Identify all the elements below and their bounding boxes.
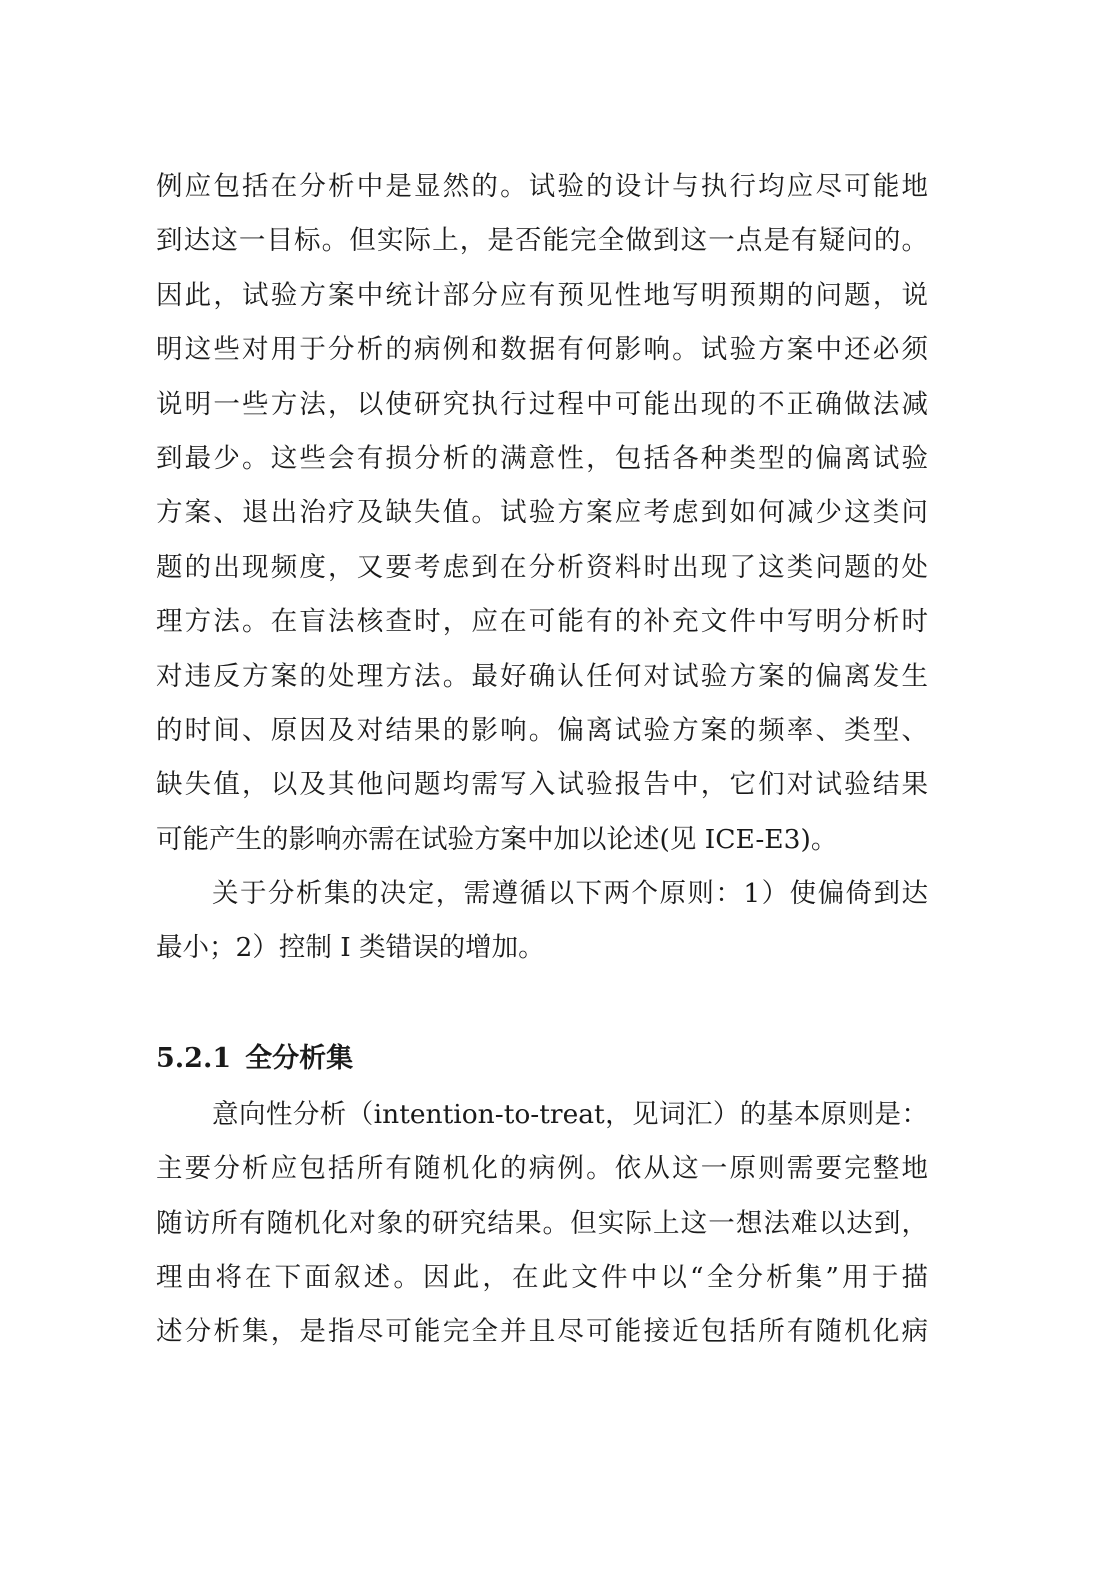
text-line: 对违反方案的处理方法。最好确认任何对试验方案的偏离发生 bbox=[156, 660, 928, 692]
section-heading bbox=[156, 1030, 928, 1088]
section-number: 5.2.1 bbox=[156, 1042, 232, 1074]
paragraph-principles bbox=[156, 867, 928, 976]
text-line: 方案、退出治疗及缺失值。试验方案应考虑到如何减少这类问 bbox=[156, 497, 928, 529]
section-title: 全分析集 bbox=[245, 1042, 354, 1074]
text-line: 理方法。在盲法核查时，应在可能有的补充文件中写明分析时 bbox=[156, 606, 928, 638]
paragraph-analysis-intro bbox=[156, 160, 928, 867]
text-line: 意向性分析（intention-to-treat，见词汇）的基本原则是： bbox=[212, 1098, 928, 1130]
text-line: 理由将在下面叙述。因此，在此文件中以“全分析集”用于描 bbox=[156, 1262, 928, 1294]
text-line: 述分析集，是指尽可能完全并且尽可能接近包括所有随机化病 bbox=[156, 1316, 928, 1348]
text-line: 因此，试验方案中统计部分应有预见性地写明预期的问题，说 bbox=[156, 279, 928, 311]
text-line: 随访所有随机化对象的研究结果。但实际上这一想法难以达到， bbox=[156, 1207, 928, 1239]
text-line: 主要分析应包括所有随机化的病例。依从这一原则需要完整地 bbox=[156, 1153, 928, 1185]
text-line: 到最少。这些会有损分析的满意性，包括各种类型的偏离试验 bbox=[156, 442, 928, 474]
text-line: 例应包括在分析中是显然的。试验的设计与执行均应尽可能地 bbox=[156, 171, 928, 202]
paragraph-full-analysis-set bbox=[156, 1088, 928, 1360]
text-line: 到达这一目标。但实际上，是否能完全做到这一点是有疑问的。 bbox=[156, 225, 928, 257]
text-line: 说明一些方法，以使研究执行过程中可能出现的不正确做法减 bbox=[156, 388, 928, 420]
text-line: 明这些对用于分析的病例和数据有何影响。试验方案中还必须 bbox=[156, 334, 928, 366]
document-body bbox=[156, 160, 928, 1360]
text-line: 的时间、原因及对结果的影响。偏离试验方案的频率、类型、 bbox=[156, 714, 928, 746]
text-line: 最小；2）控制 I 类错误的增加。 bbox=[156, 932, 545, 964]
text-line: 题的出现频度，又要考虑到在分析资料时出现了这类问题的处 bbox=[156, 551, 928, 583]
text-line: 缺失值，以及其他问题均需写入试验报告中，它们对试验结果 bbox=[156, 769, 928, 801]
text-line: 关于分析集的决定，需遵循以下两个原则：1）使偏倚到达 bbox=[212, 878, 928, 910]
text-line: 可能产生的影响亦需在试验方案中加以论述(见 ICE-E3)。 bbox=[156, 823, 838, 855]
